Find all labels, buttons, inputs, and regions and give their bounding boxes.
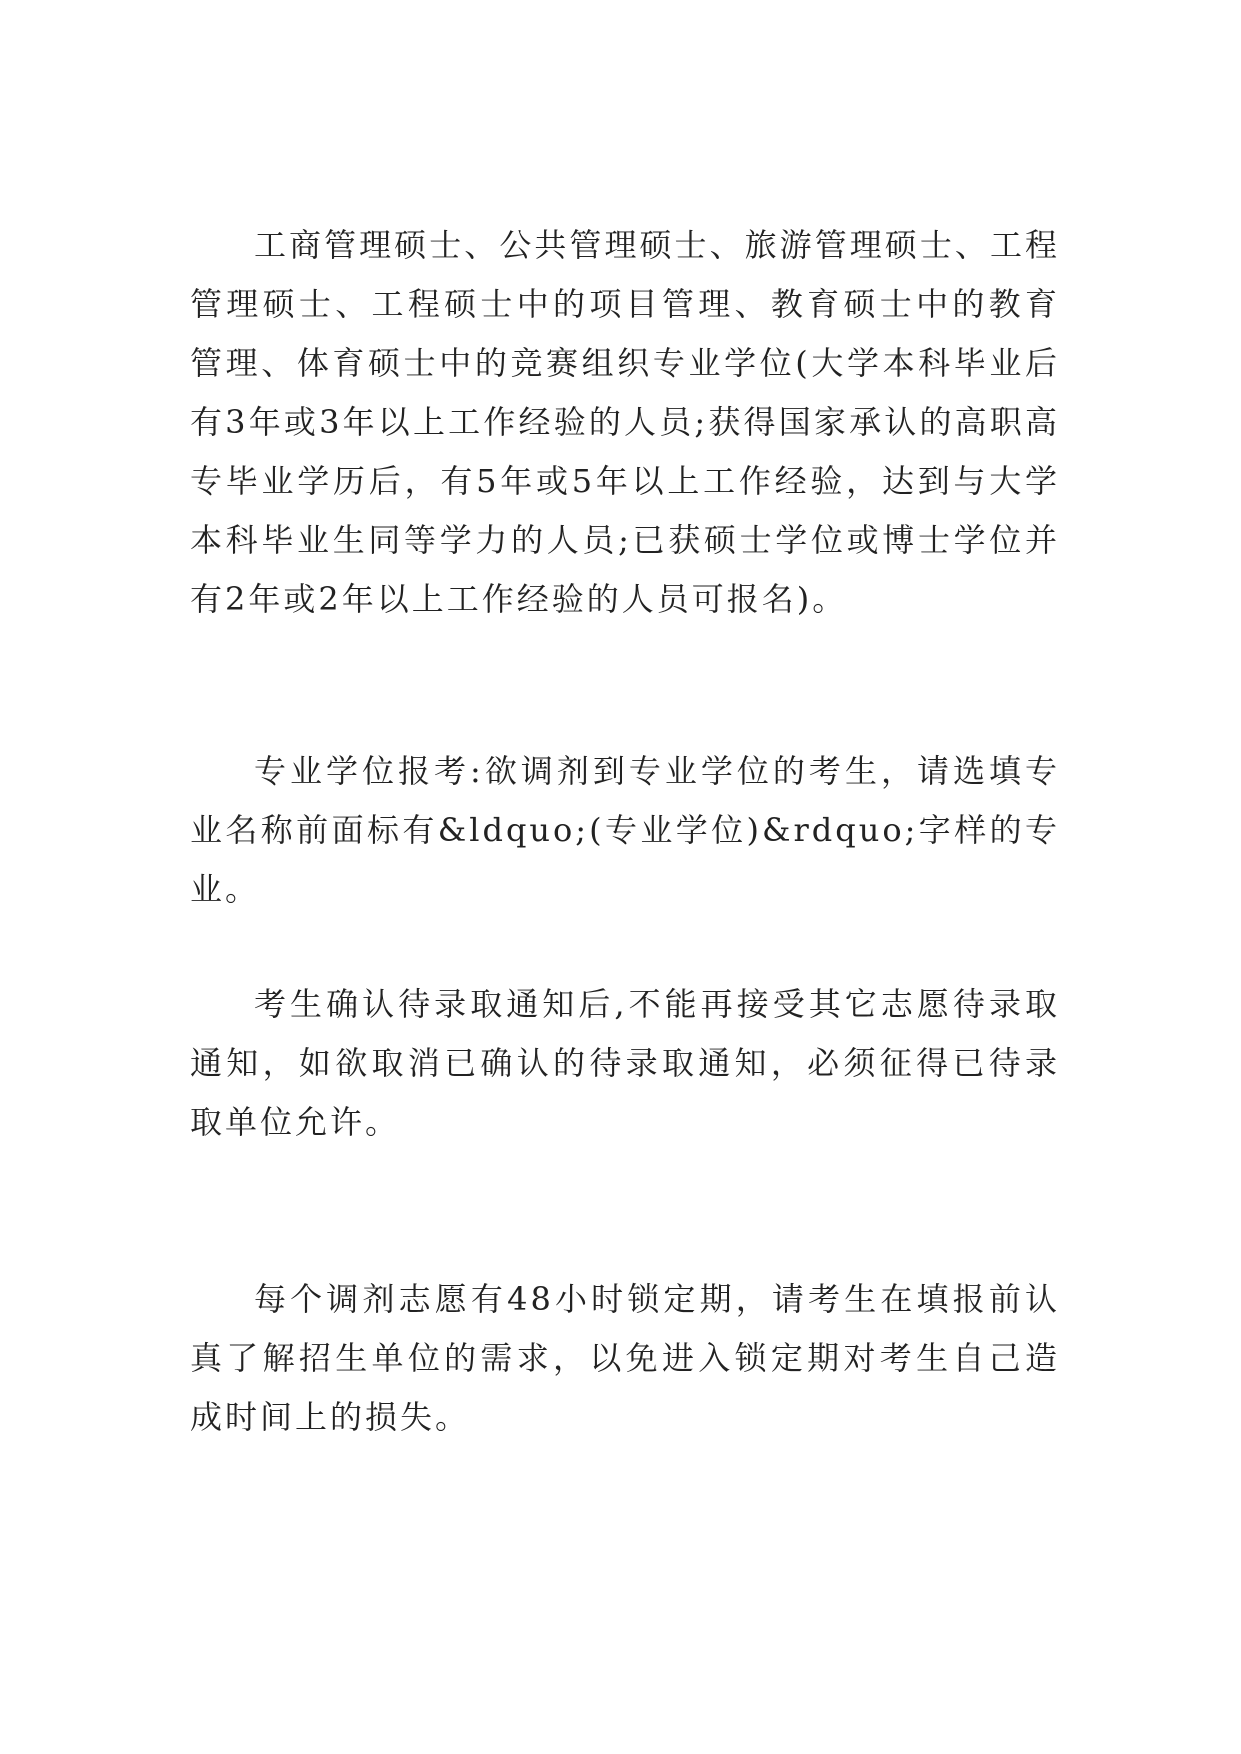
paragraph-lock-period: 每个调剂志愿有48小时锁定期，请考生在填报前认真了解招生单位的需求，以免进入锁定期对考生自己造成时间上的损失。 (190, 1280, 1060, 1436)
paragraph-admission-confirmation: 考生确认待录取通知后,不能再接受其它志愿待录取通知，如欲取消已确认的待录取通知，必须征得已待录取单位允许。 (190, 985, 1060, 1141)
paragraph-professional-degrees: 工商管理硕士、公共管理硕士、旅游管理硕士、工程管理硕士、工程硕士中的项目管理、教育硕士中的教育管理、体育硕士中的竞赛组织专业学位(大学本科毕业后有3年或3年以上工作经验的人员;获得国家承认的高职高专毕业学历后，有5年或5年以上工作经验，达到与大学本科毕业生同等学力的人员;已获硕士学位或博士学位并有2年或2年以上工作经验的人员可报名)。 (190, 226, 1060, 618)
paragraph-professional-degree-application: 专业学位报考:欲调剂到专业学位的考生，请选填专业名称前面标有&ldquo;(专业学位)&rdquo;字样的专业。 (190, 752, 1060, 908)
